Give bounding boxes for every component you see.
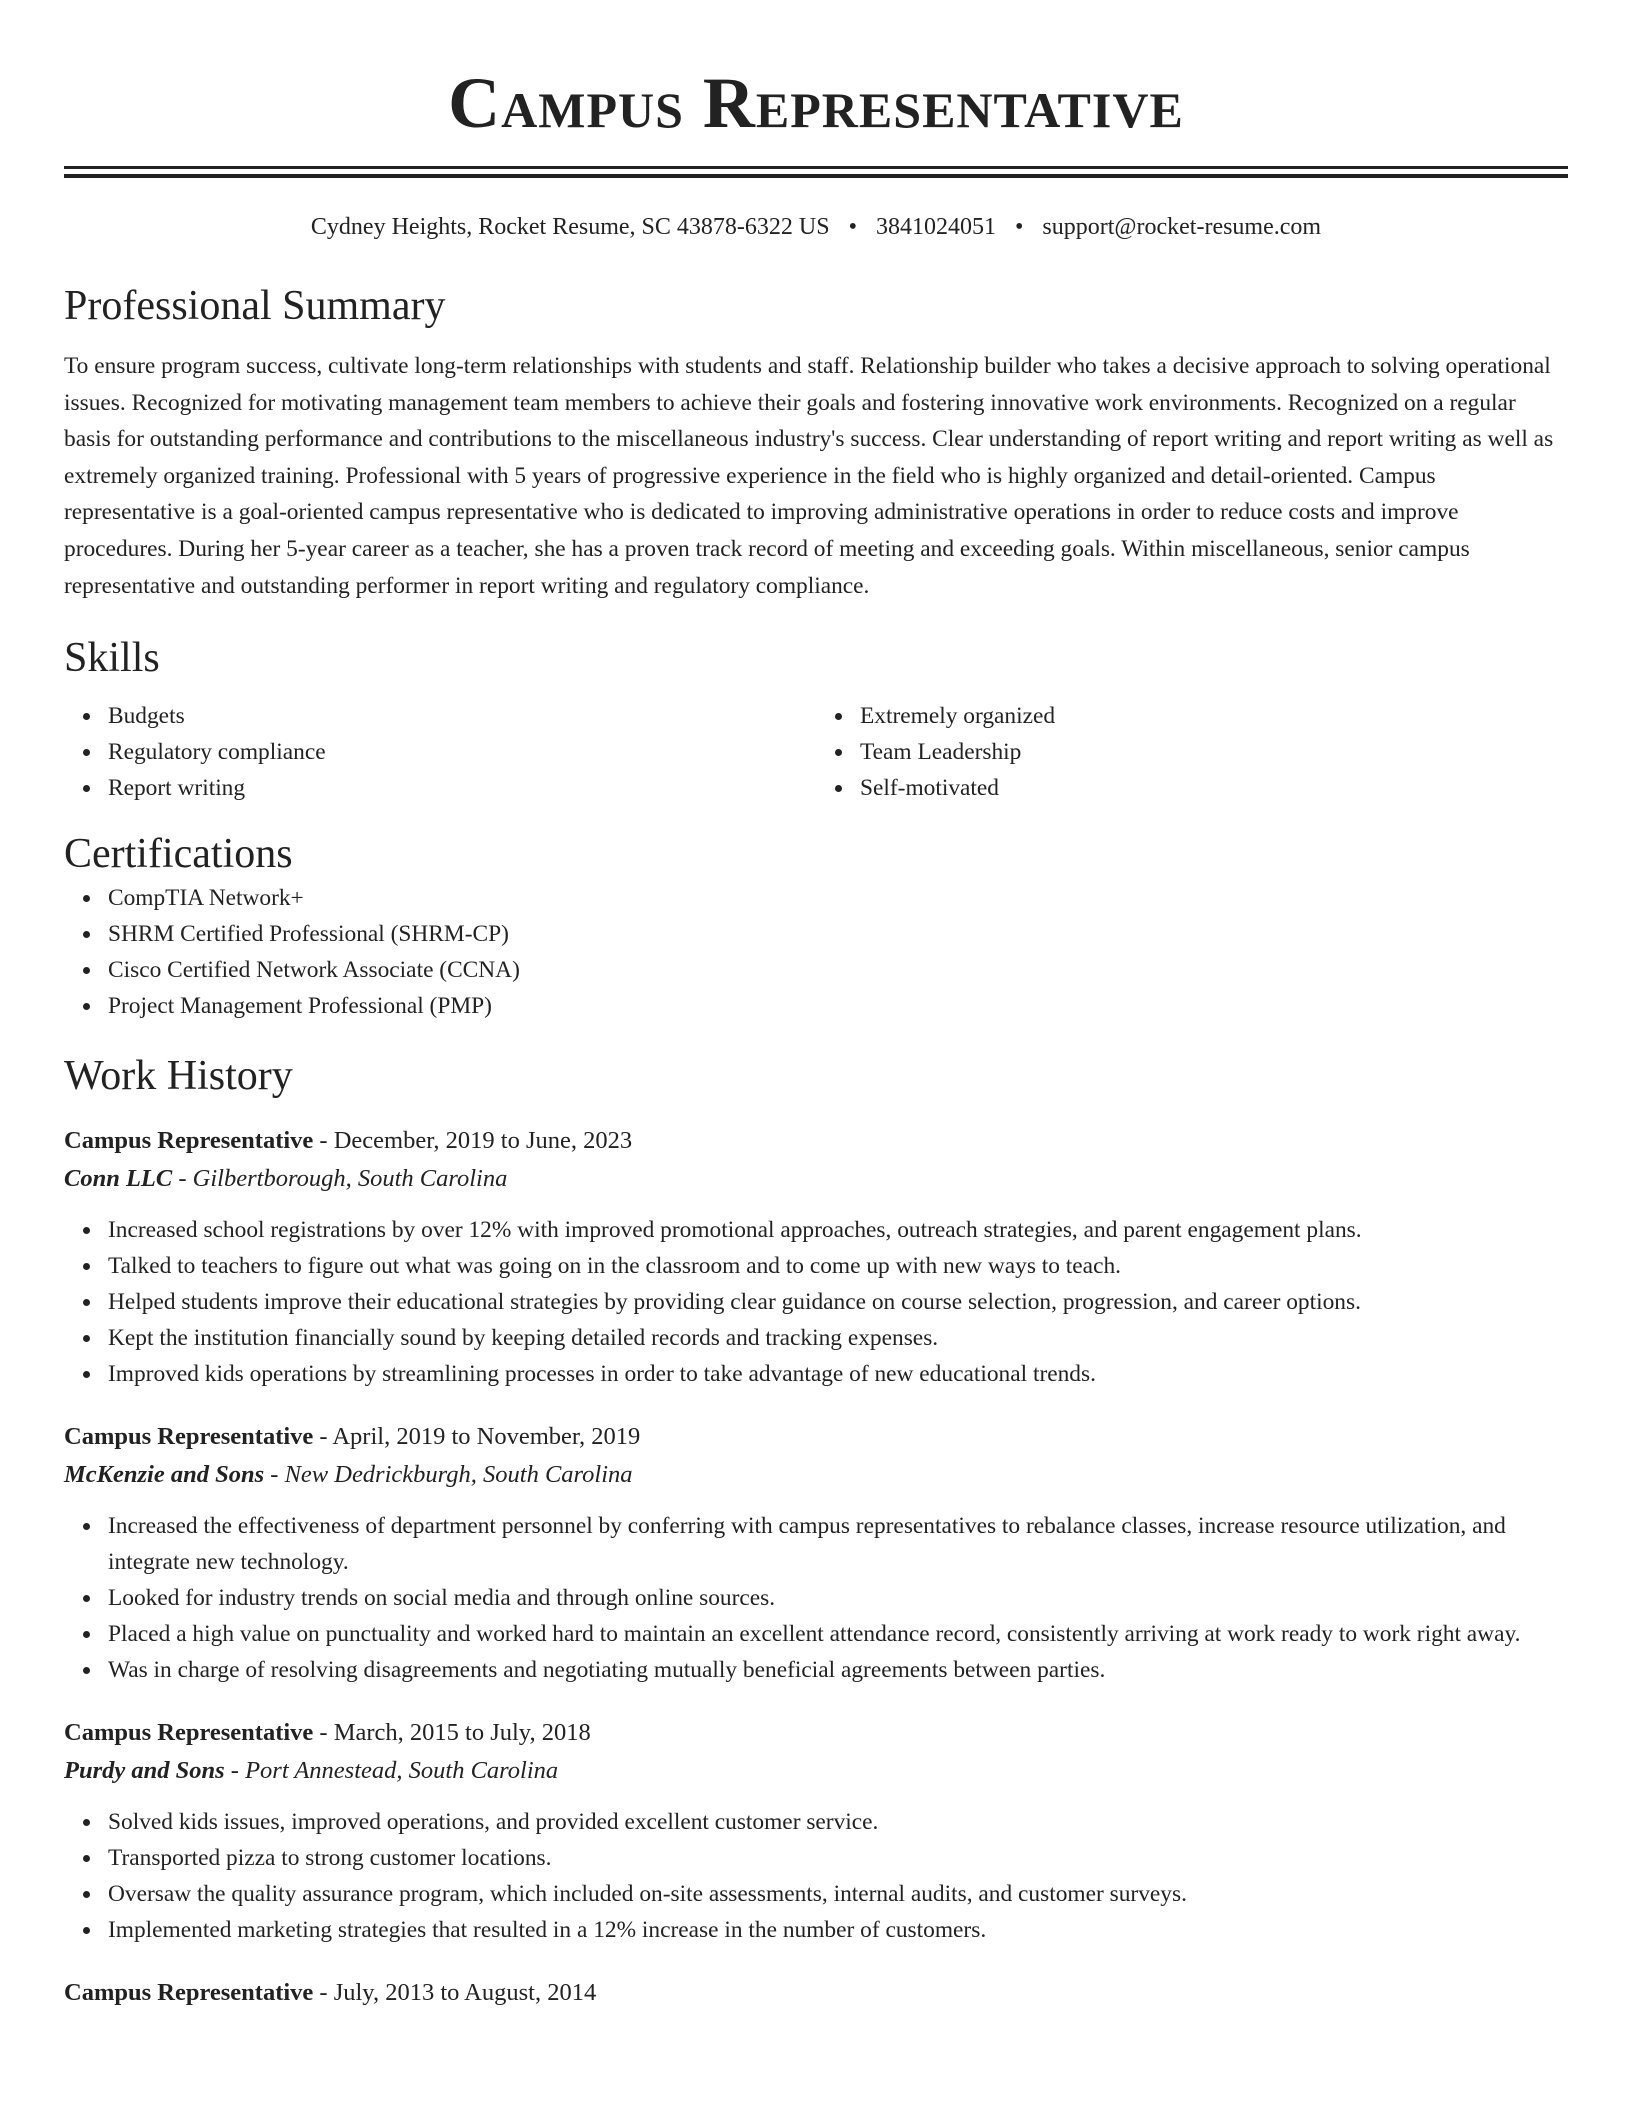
job-entry <box>64 1418 1568 1688</box>
job-duty: Improved kids operations by streamlining processes in order to take advantage of new educational trends. <box>108 1356 1568 1392</box>
job-header <box>64 1418 1568 1456</box>
job-dates: July, 2013 to August, 2014 <box>333 1979 597 2007</box>
summary-heading: Professional Summary <box>64 283 446 329</box>
contact-phone: 3841024051 <box>875 214 996 240</box>
job-company: Conn LLC <box>64 1165 173 1193</box>
skills-heading: Skills <box>64 635 160 682</box>
job-duty: Looked for industry trends on social media and through online sources. <box>108 1580 1568 1616</box>
job-duty: Helped students improve their educational strategies by providing clear guidance on course selection, progression, and career options. <box>108 1284 1568 1320</box>
certifications-list <box>64 880 1568 1024</box>
job-entry <box>64 1122 1568 1392</box>
contact-separator: • <box>848 214 857 240</box>
job-dash: - <box>172 1165 193 1193</box>
job-duty: Oversaw the quality assurance program, which included on-site assessments, internal audits, and customer surveys. <box>108 1876 1568 1912</box>
job-employer <box>64 1456 1568 1494</box>
job-location: New Dedrickburgh, South Carolina <box>284 1461 633 1489</box>
certification-item: CompTIA Network+ <box>108 880 1568 916</box>
job-dates: March, 2015 to July, 2018 <box>333 1719 591 1747</box>
contact-address: Cydney Heights, Rocket Resume, SC 43878-6322 US <box>310 214 830 240</box>
job-duties <box>64 1508 1568 1688</box>
skill-item: Budgets <box>108 698 816 734</box>
job-entry <box>64 1974 1568 2012</box>
job-employer <box>64 1752 1568 1790</box>
job-role: Campus Representative <box>64 1719 314 1747</box>
job-duty: Increased the effectiveness of department personnel by conferring with campus representatives to rebalance classes, increase resource utilization, and integrate new technology. <box>108 1508 1568 1580</box>
job-duty: Kept the institution financially sound by keeping detailed records and tracking expenses. <box>108 1320 1568 1356</box>
contact-email: support@rocket-resume.com <box>1042 214 1322 240</box>
job-duty: Placed a high value on punctuality and worked hard to maintain an excellent attendance record, consistently arriving at work ready to work right away. <box>108 1616 1568 1652</box>
skills-list-right <box>816 698 1568 806</box>
job-duty: Implemented marketing strategies that resulted in a 12% increase in the number of customers. <box>108 1912 1568 1948</box>
job-duty: Talked to teachers to figure out what was going on in the classroom and to come up with new ways to teach. <box>108 1248 1568 1284</box>
certifications-heading: Certifications <box>64 831 293 878</box>
job-duty: Solved kids issues, improved operations, and provided excellent customer service. <box>108 1804 1568 1840</box>
skill-item: Extremely organized <box>860 698 1568 734</box>
job-location: Gilbertborough, South Carolina <box>192 1165 508 1193</box>
job-dates: April, 2019 to November, 2019 <box>332 1423 641 1451</box>
job-entry <box>64 1714 1568 1948</box>
job-dash: - <box>264 1461 285 1489</box>
job-header <box>64 1714 1568 1752</box>
contact-line <box>64 210 1568 244</box>
skill-item: Self-motivated <box>860 770 1568 806</box>
job-role: Campus Representative <box>64 1979 314 2007</box>
skill-item: Report writing <box>108 770 816 806</box>
skill-item: Team Leadership <box>860 734 1568 770</box>
job-duties <box>64 1212 1568 1392</box>
job-dash: - <box>224 1757 246 1785</box>
job-duty: Transported pizza to strong customer locations. <box>108 1840 1568 1876</box>
job-duty: Was in charge of resolving disagreements and negotiating mutually beneficial agreements between parties. <box>108 1652 1568 1688</box>
contact-separator: • <box>1014 214 1024 240</box>
certification-item: SHRM Certified Professional (SHRM-CP) <box>108 916 1568 952</box>
job-dash: - <box>313 1127 334 1155</box>
job-location: Port Annestead, South Carolina <box>245 1757 559 1785</box>
skill-item: Regulatory compliance <box>108 734 816 770</box>
certification-item: Project Management Professional (PMP) <box>108 988 1568 1024</box>
job-company: McKenzie and Sons <box>64 1461 265 1489</box>
title-divider-bottom <box>64 174 1568 178</box>
job-role: Campus Representative <box>64 1423 314 1451</box>
skills-columns <box>64 698 1568 806</box>
job-role: Campus Representative <box>64 1127 314 1155</box>
job-header <box>64 1974 1568 2012</box>
job-duties <box>64 1804 1568 1948</box>
job-dash: - <box>313 1423 333 1451</box>
skills-list-left <box>64 698 816 806</box>
summary-text: To ensure program success, cultivate long-term relationships with students and staff. Relationship builder who takes a decisive approach to solving operational issues. Recognized for motivating management team members to achieve their goals and fostering innovative work environments. Recognized on a regular basis for outstanding performance and contributions to the miscellaneous industry's success. Clear understanding of report writing and report writing as well as extremely organized training. Professional with 5 years of progressive experience in the field who is highly organized and detail-oriented. Campus representative is a goal-oriented campus representative who is dedicated to improving administrative operations in order to reduce costs and improve procedures. During her 5-year career as a teacher, she has a proven track record of meeting and exceeding goals. Within miscellaneous, senior campus representative and outstanding performer in report writing and regulatory compliance. <box>64 353 1554 599</box>
job-header <box>64 1122 1568 1160</box>
job-company: Purdy and Sons <box>64 1757 225 1785</box>
job-dates: December, 2019 to June, 2023 <box>333 1127 633 1155</box>
job-dash: - <box>313 1719 334 1747</box>
certification-item: Cisco Certified Network Associate (CCNA) <box>108 952 1568 988</box>
work-history-heading: Work History <box>64 1053 293 1100</box>
title-divider-top <box>64 166 1568 169</box>
job-duty: Increased school registrations by over 12% with improved promotional approaches, outreach strategies, and parent engagement plans. <box>108 1212 1568 1248</box>
resume-page <box>64 0 1568 2012</box>
job-dash: - <box>313 1979 334 2007</box>
resume-title: Campus Representative <box>448 63 1184 143</box>
job-employer <box>64 1160 1568 1198</box>
